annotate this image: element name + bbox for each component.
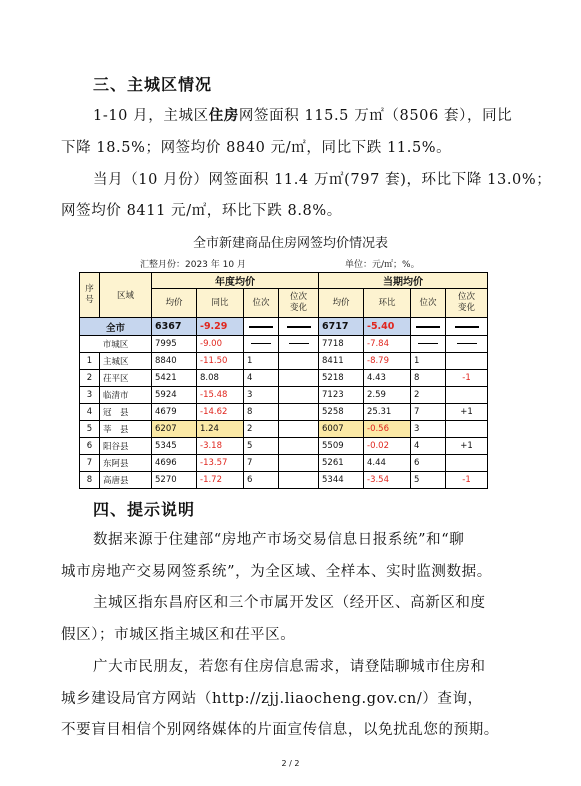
cell-current-mom: 4.44	[364, 455, 411, 472]
cell-annual-rank: 4	[244, 370, 279, 387]
table-row	[80, 370, 488, 387]
cell-annual-rank-change	[279, 353, 319, 370]
cell-annual-price: 7995	[152, 336, 197, 353]
text-run: 1-10 月，主城区	[93, 108, 209, 124]
cell-region: 高唐县	[100, 472, 152, 489]
cell-current-rank-change: +1	[446, 438, 488, 455]
table-row	[80, 455, 488, 472]
cell-region: 冠 县	[100, 404, 152, 421]
cell-current-rank-change: -1	[446, 370, 488, 387]
cell-region: 阳谷县	[100, 438, 152, 455]
cell-annual-rank: 6	[244, 472, 279, 489]
cell-annual-price: 6367	[152, 318, 197, 336]
table-row-total	[80, 318, 488, 336]
section4-heading: 四、提示说明	[93, 500, 196, 519]
table-row	[80, 438, 488, 455]
bold-text-run: 住房	[208, 107, 239, 124]
text-run: 网签面积 115.5 万㎡（8506 套），同比	[238, 108, 513, 124]
sub-annual-rank: 位次	[244, 289, 279, 318]
cell-annual-rank-change	[279, 336, 319, 353]
cell-current-rank-change	[446, 421, 488, 438]
cell-current-price: 7718	[319, 336, 364, 353]
cell-current-rank-change	[446, 387, 488, 404]
cell-index: 5	[80, 421, 100, 438]
cell-current-price: 5509	[319, 438, 364, 455]
cell-annual-rank-change	[279, 455, 319, 472]
cell-annual-rank: 3	[244, 387, 279, 404]
cell-annual-price: 5421	[152, 370, 197, 387]
cell-index: 1	[80, 353, 100, 370]
cell-current-mom: -7.84	[364, 336, 411, 353]
cell-current-rank: 8	[411, 370, 446, 387]
cell-current-rank: 7	[411, 404, 446, 421]
section4-paragraph2-line1: 主城区指东昌府区和三个市属开发区（经开区、高新区和度	[93, 595, 486, 611]
cell-region: 茌平区	[100, 370, 152, 387]
section4-paragraph1-line2: 城市房地产交易网签系统”，为全区域、全样本、实时监测数据。	[61, 564, 492, 580]
cell-annual-rank: 5	[244, 438, 279, 455]
sub-annual-yoy: 同比	[197, 289, 244, 318]
section4-paragraph3-line3: 不要盲目相信个别网络媒体的片面宣传信息，以免扰乱您的预期。	[61, 722, 499, 738]
sub-current-rank-change: 位次 变化	[446, 289, 488, 318]
table-row	[80, 404, 488, 421]
table-unit: 单位：元/㎡；%。	[345, 260, 420, 270]
cell-current-price: 5261	[319, 455, 364, 472]
cell-current-rank-change	[446, 318, 488, 336]
cell-current-rank-change: +1	[446, 404, 488, 421]
table-row-city	[80, 336, 488, 353]
cell-current-mom: -0.02	[364, 438, 411, 455]
cell-region: 莘 县	[100, 421, 152, 438]
table-row	[80, 472, 488, 489]
cell-current-price: 5218	[319, 370, 364, 387]
price-table	[79, 272, 488, 489]
cell-annual-price: 6207	[152, 421, 197, 438]
cell-current-price: 5344	[319, 472, 364, 489]
cell-annual-rank	[244, 336, 279, 353]
cell-current-price: 6717	[319, 318, 364, 336]
cell-annual-rank-change	[279, 370, 319, 387]
cell-annual-rank: 1	[244, 353, 279, 370]
cell-annual-price: 4696	[152, 455, 197, 472]
cell-annual-price: 5270	[152, 472, 197, 489]
cell-annual-yoy: -3.18	[197, 438, 244, 455]
cell-annual-rank-change	[279, 404, 319, 421]
sub-annual-rank-change: 位次 变化	[279, 289, 319, 318]
cell-annual-yoy: 1.24	[197, 421, 244, 438]
cell-annual-rank-change	[279, 387, 319, 404]
section4-paragraph3-line2: 城乡建设局官方网站（http://zjj.liaocheng.gov.cn/）查询，	[61, 691, 483, 707]
cell-annual-yoy: -1.72	[197, 472, 244, 489]
cell-current-rank: 2	[411, 387, 446, 404]
table-header-row	[80, 273, 488, 289]
cell-current-rank-change	[446, 336, 488, 353]
section3-heading: 三、主城区情况	[93, 75, 213, 94]
cell-annual-yoy: -9.00	[197, 336, 244, 353]
cell-current-mom: -8.79	[364, 353, 411, 370]
table-title: 全市新建商品住房网签均价情况表	[192, 236, 388, 251]
cell-current-rank: 1	[411, 353, 446, 370]
cell-index: 2	[80, 370, 100, 387]
cell-current-rank-change	[446, 455, 488, 472]
cell-current-rank: 3	[411, 421, 446, 438]
cell-annual-yoy: -9.29	[197, 318, 244, 336]
sub-current-price: 均价	[319, 289, 364, 318]
cell-index: 4	[80, 404, 100, 421]
cell-annual-rank-change	[279, 318, 319, 336]
header-region: 区域	[100, 273, 152, 318]
header-index: 序 号	[80, 273, 100, 318]
cell-current-price: 6007	[319, 421, 364, 438]
table-row	[80, 387, 488, 404]
section4-paragraph3-line1: 广大市民朋友，若您有住房信息需求，请登陆聊城市住房和	[93, 659, 486, 675]
cell-current-price: 8411	[319, 353, 364, 370]
cell-current-mom: -0.56	[364, 421, 411, 438]
header-annual: 年度均价	[152, 273, 319, 289]
sub-current-mom: 环比	[364, 289, 411, 318]
table-row	[80, 353, 488, 370]
section3-paragraph1-line1	[93, 106, 512, 126]
cell-region: 主城区	[100, 353, 152, 370]
cell-index: 7	[80, 455, 100, 472]
header-current: 当期均价	[319, 273, 488, 289]
cell-index: 8	[80, 472, 100, 489]
cell-annual-price: 5345	[152, 438, 197, 455]
cell-annual-price: 4679	[152, 404, 197, 421]
cell-current-rank: 4	[411, 438, 446, 455]
cell-current-mom: 2.59	[364, 387, 411, 404]
cell-current-rank-change	[446, 353, 488, 370]
cell-current-rank-change: -1	[446, 472, 488, 489]
cell-index: 6	[80, 438, 100, 455]
cell-region: 临清市	[100, 387, 152, 404]
cell-annual-rank-change	[279, 472, 319, 489]
cell-region: 东阿县	[100, 455, 152, 472]
cell-annual-rank-change	[279, 438, 319, 455]
sub-current-rank: 位次	[411, 289, 446, 318]
section4-paragraph1-line1: 数据来源于住建部“房地产市场交易信息日报系统”和“聊	[93, 532, 465, 548]
cell-annual-yoy: -15.48	[197, 387, 244, 404]
cell-region: 全市	[80, 318, 152, 336]
cell-annual-rank: 7	[244, 455, 279, 472]
cell-annual-yoy: -14.62	[197, 404, 244, 421]
cell-annual-yoy: -13.57	[197, 455, 244, 472]
table-period: 汇整月份：2023 年 10 月	[140, 260, 246, 270]
cell-current-price: 5258	[319, 404, 364, 421]
page-number: 2 / 2	[281, 759, 300, 768]
section4-paragraph2-line2: 假区）；市城区指主城区和茌平区。	[61, 627, 296, 643]
cell-annual-price: 8840	[152, 353, 197, 370]
cell-current-mom: 25.31	[364, 404, 411, 421]
section3-paragraph1-line2: 下降 18.5%；网签均价 8840 元/㎡，同比下跌 11.5%。	[61, 140, 452, 156]
cell-annual-rank-change	[279, 421, 319, 438]
cell-current-mom: 4.43	[364, 370, 411, 387]
cell-current-mom: -3.54	[364, 472, 411, 489]
cell-annual-rank	[244, 318, 279, 336]
table-row	[80, 421, 488, 438]
cell-region: 市城区	[80, 336, 152, 353]
cell-annual-yoy: -11.50	[197, 353, 244, 370]
sub-annual-price: 均价	[152, 289, 197, 318]
section3-paragraph2-line2: 网签均价 8411 元/㎡，环比下跌 8.8%。	[61, 203, 342, 219]
cell-annual-rank: 2	[244, 421, 279, 438]
cell-current-rank: 6	[411, 455, 446, 472]
section3-paragraph2-line1: 当月（10 月份）网签面积 11.4 万㎡(797 套)，环比下降 13.0%；	[93, 172, 552, 188]
cell-current-rank: 5	[411, 472, 446, 489]
cell-annual-rank: 8	[244, 404, 279, 421]
cell-current-price: 7123	[319, 387, 364, 404]
cell-current-mom: -5.40	[364, 318, 411, 336]
cell-current-rank	[411, 336, 446, 353]
cell-annual-price: 5924	[152, 387, 197, 404]
cell-index: 3	[80, 387, 100, 404]
cell-annual-yoy: 8.08	[197, 370, 244, 387]
cell-current-rank	[411, 318, 446, 336]
